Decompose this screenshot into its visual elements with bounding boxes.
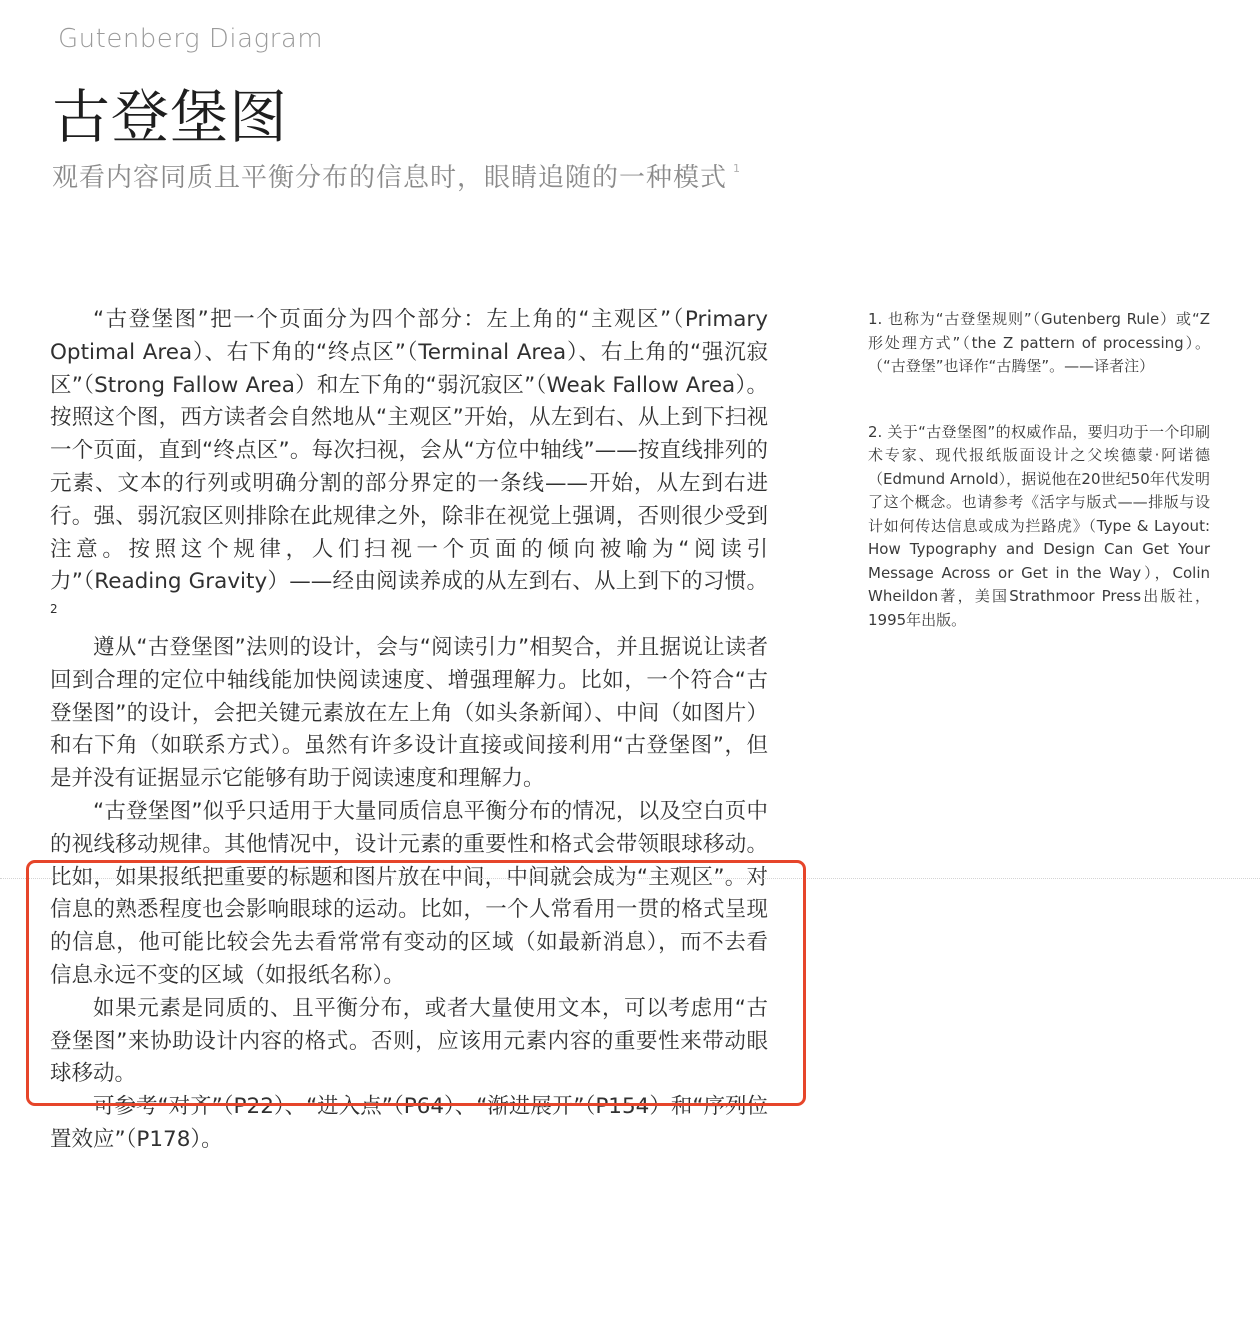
subtitle-note-marker: 1 <box>733 162 742 175</box>
footnote-marker-2: 2 <box>50 602 58 617</box>
paragraph-3: “古登堡图”似乎只适用于大量同质信息平衡分布的情况，以及空白页中的视线移动规律。其他情况中，设计元素的重要性和格式会带领眼球移动。比如，如果报纸把重要的标题和图片放在中间，中间就会成为“主观区”。对信息的熟悉程度也会影响眼球的运动。比如，一个人常看用一贯的格式呈现的信息，他可能比较会先去看常常有变动的区域（如最新消息），而不去看信息永远不变的区域（如报纸名称）。 <box>50 798 768 988</box>
paragraph-2: 遵从“古登堡图”法则的设计，会与“阅读引力”相契合，并且据说让读者回到合理的定位中轴线能加快阅读速度、增强理解力。比如，一个符合“古登堡图”的设计，会把关键元素放在左上角（如头条新闻）、中间（如图片）和右下角（如联系方式）。虽然有许多设计直接或间接利用“古登堡图”，但是并没有证据显示它能够有助于阅读速度和理解力。 <box>50 634 768 792</box>
highlight-box <box>26 860 806 1106</box>
paragraph-1-text: “古登堡图”把一个页面分为四个部分：左上角的“主观区”（Primary Optimal Area）、右下角的“终点区”（Terminal Area）、右上角的“强沉寂区”（Strong Fallow Area）和左下角的“弱沉寂区”（Weak Fallow Area）。按照这个图，西方读者会自然地从“主观区”开始，从左到右、从上到下扫视一个页面，直到“终点区”。每次扫视，会从“方位中轴线”——按直线排列的元素、文本的行列或明确分割的部分界定的一条线——开始，从左到右进行。强、弱沉寂区则排除在此规律之外，除非在视觉上强调，否则很少受到注意。按照这个规律，人们扫视一个页面的倾向被喻为“阅读引力”（Reading Gravity）——经由阅读养成的从左到右、从上到下的习惯。 <box>50 307 768 595</box>
sidenotes <box>868 308 1210 632</box>
sidenote-2: 2. 关于“古登堡图”的权威作品，要归功于一个印刷术专家、现代报纸版面设计之父埃德蒙·阿诺德（Edmund Arnold），据说他在20世纪50年代发明了这个概念。也请参考《活字与版式——排版与设计如何传达信息或成为拦路虎》（Type & Layout: How Typography and Design Can Get Your Message Across or Get in the Way），Colin Wheildon著，美国Strathmoor Press出版社，1995年出版。 <box>868 422 1210 629</box>
chinese-title: 古登堡图 <box>52 83 289 151</box>
subtitle <box>52 152 780 195</box>
paragraph-5: 可参考“对齐”（P22）、“进入点”（P64）、“渐进展开”（P154）和“序列位置效应”（P178）。 <box>50 1094 768 1152</box>
paragraph-4: 如果元素是同质的、且平衡分布，或者大量使用文本，可以考虑用“古登堡图”来协助设计内容的格式。否则，应该用元素内容的重要性来带动眼球移动。 <box>50 995 768 1087</box>
paragraph-1 <box>50 304 768 632</box>
subtitle-text: 观看内容同质且平衡分布的信息时，眼睛追随的一种模式 <box>52 163 728 193</box>
english-title: Gutenberg Diagram <box>58 24 324 54</box>
sidenote-1: 1. 也称为“古登堡规则”（Gutenberg Rule）或“Z形处理方式”（the Z pattern of processing）。（“古登堡”也译作“古腾堡”。——译者注） <box>868 310 1210 375</box>
